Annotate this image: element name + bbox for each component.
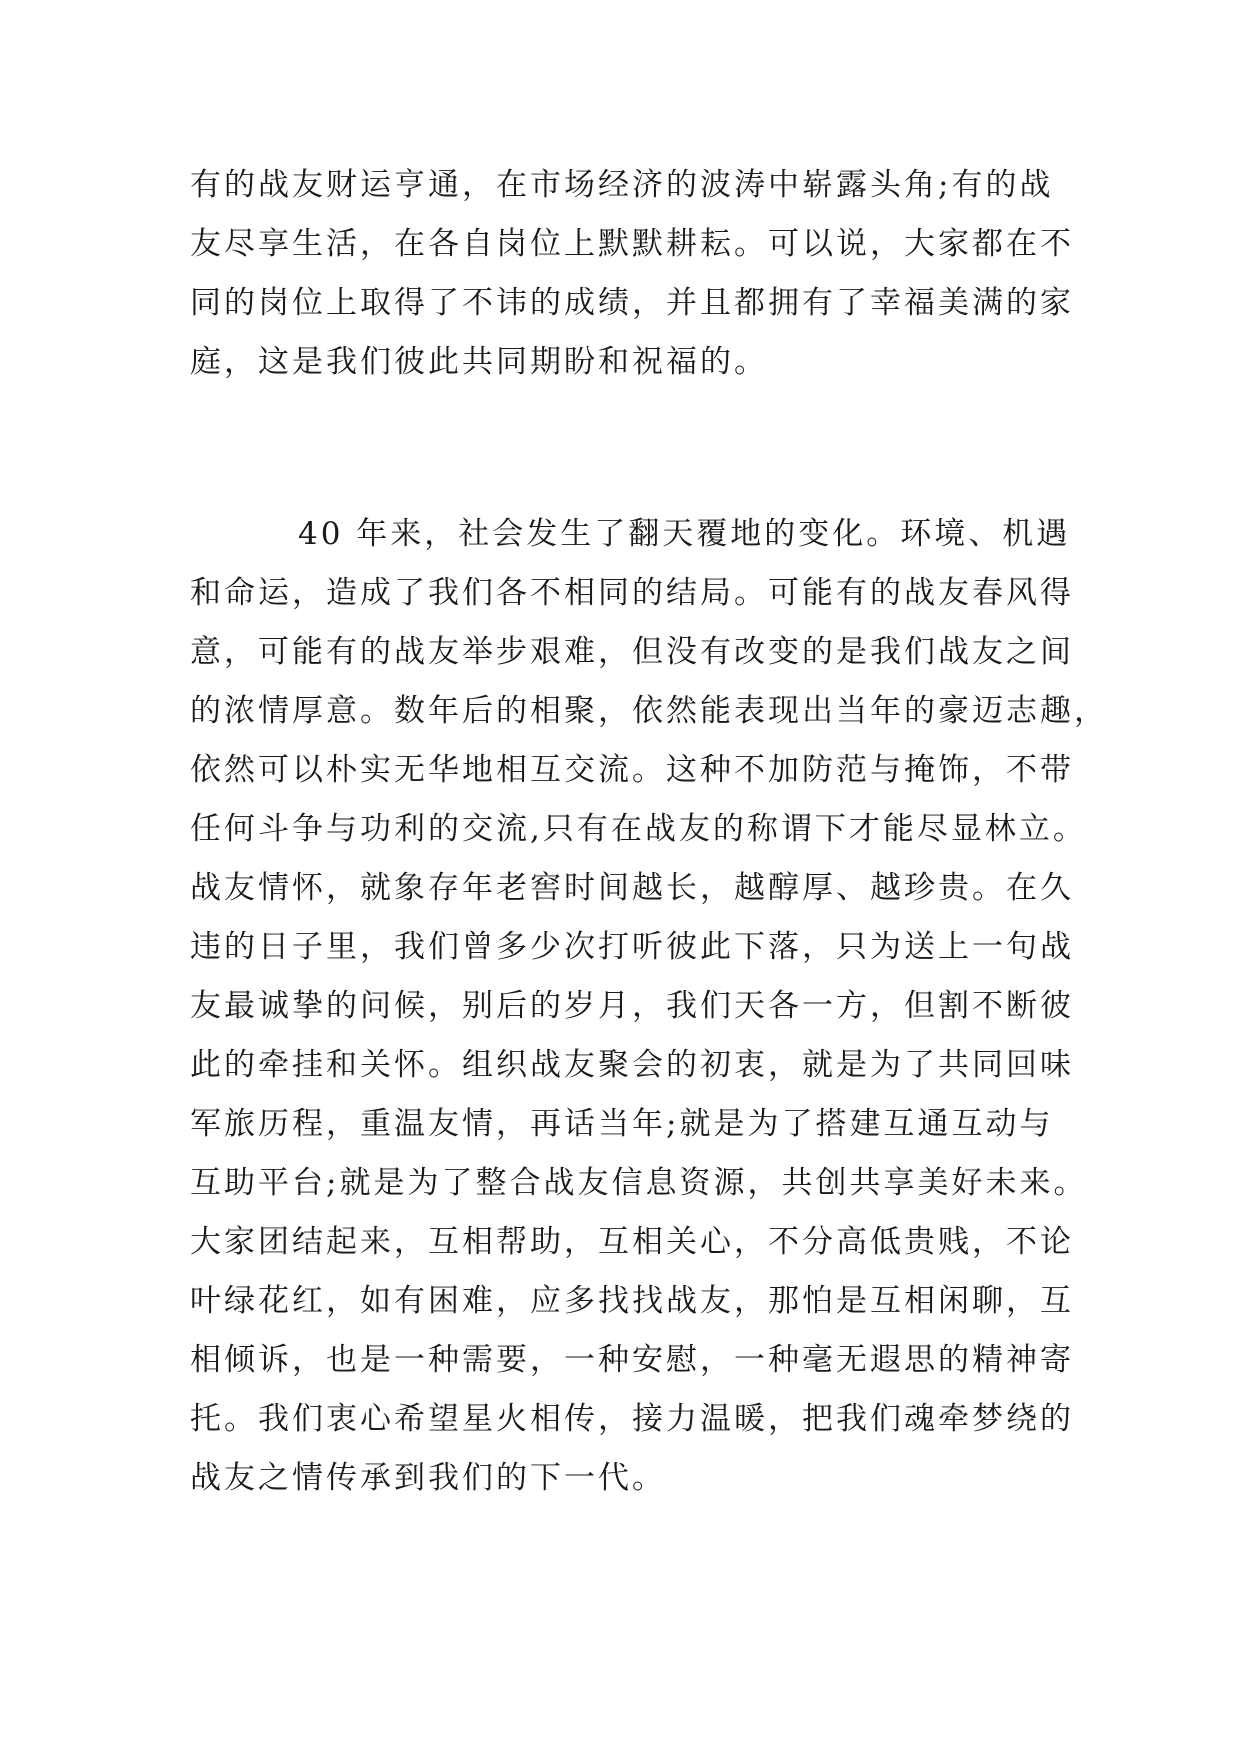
text-line: 违的日子里，我们曾多少次打听彼此下落，只为送上一句战 bbox=[190, 929, 1074, 965]
text-line: 有的战友财运亨通，在市场经济的波涛中崭露头角;有的战 bbox=[190, 167, 1054, 203]
text-line: 大家团结起来，互相帮助，互相关心，不分高低贵贱，不论 bbox=[190, 1224, 1074, 1260]
text-line: 互助平台;就是为了整合战友信息资源，共创共享美好未来。 bbox=[190, 1165, 1088, 1201]
text-line: 庭，这是我们彼此共同期盼和祝福的。 bbox=[190, 344, 768, 380]
text-line: 叶绿花红，如有困难，应多找找战友，那怕是互相闲聊，互 bbox=[190, 1283, 1074, 1319]
text-line: 的浓情厚意。数年后的相聚，依然能表现出当年的豪迈志趣， bbox=[190, 693, 1108, 729]
text-line: 托。我们衷心希望星火相传，接力温暖，把我们魂牵梦绕的 bbox=[190, 1401, 1074, 1437]
text-line: 友尽享生活，在各自岗位上默默耕耘。可以说，大家都在不 bbox=[190, 226, 1074, 262]
text-line: 同的岗位上取得了不讳的成绩，并且都拥有了幸福美满的家 bbox=[190, 285, 1074, 321]
text-line: 40 年来，社会发生了翻天覆地的变化。环境、机遇 bbox=[298, 516, 1071, 552]
text-line: 相倾诉，也是一种需要，一种安慰，一种毫无遐思的精神寄 bbox=[190, 1342, 1074, 1378]
text-line: 意，可能有的战友举步艰难，但没有改变的是我们战友之间 bbox=[190, 634, 1074, 670]
text-line: 此的牵挂和关怀。组织战友聚会的初衷，就是为了共同回味 bbox=[190, 1047, 1074, 1083]
text-line: 友最诚挚的问候，别后的岁月，我们天各一方，但割不断彼 bbox=[190, 988, 1074, 1024]
text-line: 军旅历程，重温友情，再话当年;就是为了搭建互通互动与 bbox=[190, 1106, 1054, 1142]
text-line: 战友情怀，就象存年老窖时间越长，越醇厚、越珍贵。在久 bbox=[190, 870, 1074, 906]
text-line: 任何斗争与功利的交流,只有在战友的称谓下才能尽显林立。 bbox=[190, 811, 1087, 847]
text-line: 依然可以朴实无华地相互交流。这种不加防范与掩饰，不带 bbox=[190, 752, 1074, 788]
text-line: 战友之情传承到我们的下一代。 bbox=[190, 1460, 666, 1496]
text-line: 和命运，造成了我们各不相同的结局。可能有的战友春风得 bbox=[190, 575, 1074, 611]
